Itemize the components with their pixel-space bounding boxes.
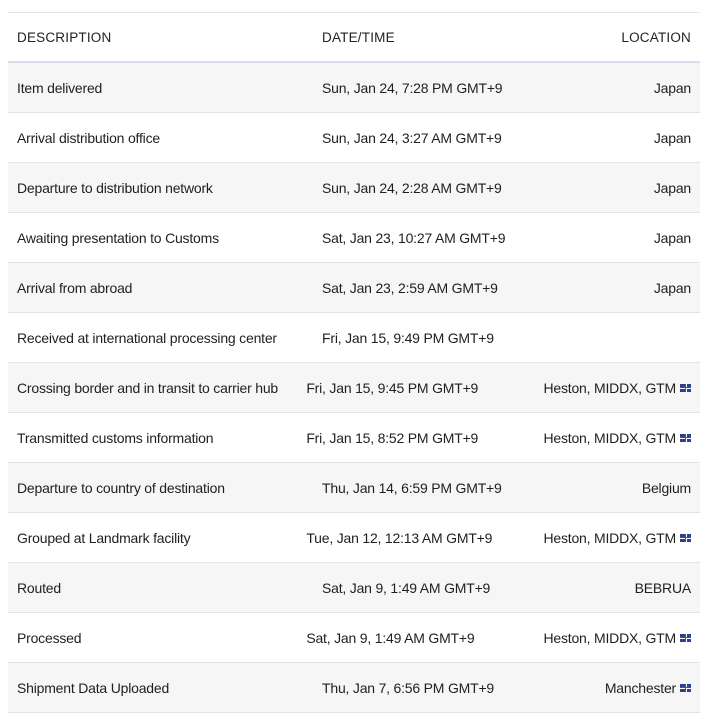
- flag-cross-vertical: [685, 384, 686, 392]
- event-location: [543, 380, 700, 396]
- uk-flag-icon: [680, 684, 691, 692]
- flag-cross-vertical: [685, 534, 686, 542]
- event-description: Item delivered: [17, 79, 103, 96]
- event-location: [572, 130, 700, 146]
- column-header-location: [572, 30, 700, 45]
- event-location-label: Japan: [653, 229, 691, 246]
- event-location: [572, 480, 700, 496]
- event-datetime: Sat, Jan 23, 2:59 AM GMT+9: [322, 279, 498, 296]
- table-row: [8, 413, 700, 463]
- event-location: [572, 580, 700, 596]
- event-location-label: Japan: [653, 279, 691, 296]
- event-datetime: Sun, Jan 24, 7:28 PM GMT+9: [322, 79, 503, 96]
- event-location: [572, 230, 700, 246]
- event-datetime: Fri, Jan 15, 9:45 PM GMT+9: [306, 379, 479, 396]
- flag-cross-vertical: [685, 434, 686, 442]
- table-row: [8, 563, 700, 613]
- table-row: [8, 113, 700, 163]
- event-location-label: Heston, MIDDX, GTM: [543, 429, 676, 446]
- flag-cross-vertical: [685, 634, 686, 642]
- event-location-label: BEBRUA: [634, 579, 691, 596]
- event-location: [572, 280, 700, 296]
- event-description: Awaiting presentation to Customs: [17, 229, 219, 246]
- event-description: Departure to distribution network: [17, 179, 213, 196]
- column-header-description: DESCRIPTION: [17, 29, 112, 45]
- table-row: [8, 513, 700, 563]
- tracking-events-table: [8, 12, 700, 713]
- event-description: Crossing border and in transit to carrier hub: [17, 379, 279, 396]
- event-datetime: Sat, Jan 9, 1:49 AM GMT+9: [306, 629, 475, 646]
- event-datetime: Sun, Jan 24, 3:27 AM GMT+9: [322, 129, 502, 146]
- table-row: [8, 213, 700, 263]
- event-location: [572, 680, 700, 696]
- event-location-label: Belgium: [641, 479, 691, 496]
- table-row: [8, 613, 700, 663]
- column-header-datetime: DATE/TIME: [322, 29, 395, 45]
- event-description: Received at international processing center: [17, 329, 277, 346]
- table-row: [8, 663, 700, 713]
- event-location-label: Japan: [653, 129, 691, 146]
- uk-flag-icon: [680, 534, 691, 542]
- event-description: Arrival distribution office: [17, 129, 160, 146]
- event-datetime: Tue, Jan 12, 12:13 AM GMT+9: [306, 529, 493, 546]
- table-row: [8, 63, 700, 113]
- event-location-label: Japan: [653, 179, 691, 196]
- table-header-row: [8, 13, 700, 63]
- event-location-label: Manchester: [604, 679, 676, 696]
- event-location-label: Japan: [653, 79, 691, 96]
- event-description: Processed: [17, 629, 82, 646]
- event-location: [572, 180, 700, 196]
- event-location-label: Heston, MIDDX, GTM: [543, 629, 676, 646]
- event-description: Shipment Data Uploaded: [17, 679, 170, 696]
- uk-flag-icon: [680, 434, 691, 442]
- event-datetime: Fri, Jan 15, 9:49 PM GMT+9: [322, 329, 494, 346]
- uk-flag-icon: [680, 384, 691, 392]
- table-body: [8, 63, 700, 713]
- event-datetime: Sun, Jan 24, 2:28 AM GMT+9: [322, 179, 502, 196]
- column-header-location-label: LOCATION: [621, 29, 691, 45]
- event-location-label: Heston, MIDDX, GTM: [543, 379, 676, 396]
- table-row: [8, 163, 700, 213]
- table-row: [8, 313, 700, 363]
- event-description: Arrival from abroad: [17, 279, 133, 296]
- table-row: [8, 263, 700, 313]
- event-description: Departure to country of destination: [17, 479, 225, 496]
- flag-cross-vertical: [685, 684, 686, 692]
- event-datetime: Thu, Jan 14, 6:59 PM GMT+9: [322, 479, 502, 496]
- uk-flag-icon: [680, 634, 691, 642]
- event-location: [543, 530, 700, 546]
- event-description: Grouped at Landmark facility: [17, 529, 191, 546]
- table-row: [8, 463, 700, 513]
- event-description: Transmitted customs information: [17, 429, 214, 446]
- table-row: [8, 363, 700, 413]
- event-datetime: Sat, Jan 9, 1:49 AM GMT+9: [322, 579, 491, 596]
- event-location-label: Heston, MIDDX, GTM: [543, 529, 676, 546]
- event-datetime: Thu, Jan 7, 6:56 PM GMT+9: [322, 679, 495, 696]
- event-datetime: Sat, Jan 23, 10:27 AM GMT+9: [322, 229, 506, 246]
- event-location: [572, 80, 700, 96]
- event-description: Routed: [17, 579, 61, 596]
- event-location: [543, 430, 700, 446]
- event-datetime: Fri, Jan 15, 8:52 PM GMT+9: [306, 429, 479, 446]
- event-location: [543, 630, 700, 646]
